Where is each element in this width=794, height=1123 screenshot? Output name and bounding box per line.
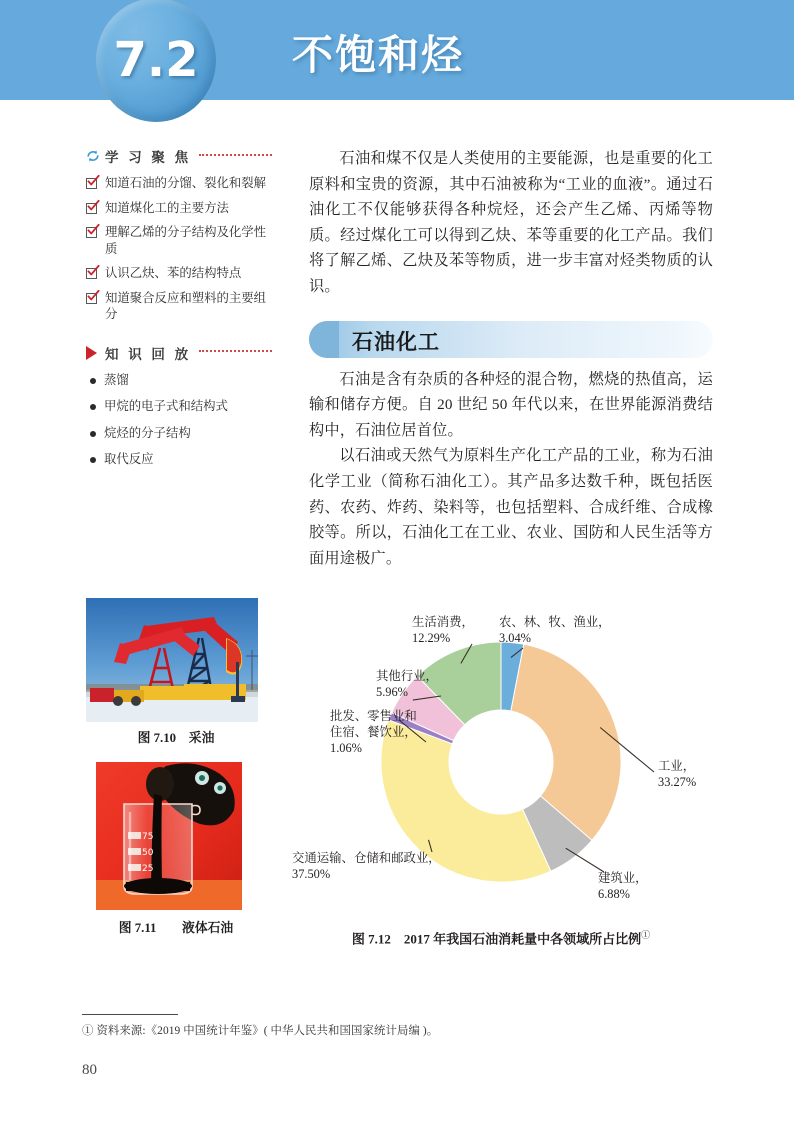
list-item-label: 理解乙烯的分子结构及化学性质 bbox=[105, 224, 267, 256]
chart-svg bbox=[286, 604, 716, 916]
bullet-icon bbox=[90, 457, 96, 463]
knowledge-review-list bbox=[86, 372, 272, 468]
dotted-rule bbox=[199, 154, 272, 156]
knowledge-review-label: 知 识 回 放 bbox=[105, 346, 191, 363]
list-item bbox=[86, 372, 272, 389]
slice-label-industry bbox=[658, 759, 696, 789]
triangle-right-icon bbox=[86, 346, 98, 360]
bullet-icon bbox=[90, 431, 96, 437]
main-content bbox=[309, 146, 713, 571]
list-item-label: 认识乙炔、苯的结构特点 bbox=[105, 265, 242, 280]
svg-text:25: 25 bbox=[142, 864, 154, 874]
slice-label-line1: 生活消费， bbox=[412, 615, 474, 629]
slice-label-transport bbox=[292, 850, 441, 881]
slice-label-line2: 5.96% bbox=[376, 685, 409, 699]
slice-label-line1: 其他行业， bbox=[376, 669, 438, 683]
list-item bbox=[86, 224, 272, 257]
list-item bbox=[86, 425, 272, 442]
section-heading-tab bbox=[309, 321, 339, 358]
slice-label-line1: 工业， bbox=[658, 759, 696, 773]
slice-label-line2: 12.29% bbox=[412, 631, 451, 645]
knowledge-review-header bbox=[86, 343, 272, 363]
footnote-rule bbox=[82, 1014, 178, 1015]
svg-text:75: 75 bbox=[142, 832, 154, 842]
slice-label-line2: 6.88% bbox=[598, 887, 631, 901]
learning-focus-list bbox=[86, 175, 272, 323]
list-item bbox=[86, 451, 272, 468]
slice-label-line1: 批发、零售业和 bbox=[330, 709, 417, 723]
intro-paragraph: 石油和煤不仅是人类使用的主要能源，也是重要的化工原料和宝贵的资源，其中石油被称为“工业的血液”。通过石油化工不仅能够获得各种烷烃，还会产生乙烯、丙烯等物质。经过煤化工可以得到乙炔、苯等重要的化工产品。我们将了解乙烯、乙炔及苯等物质，进一步丰富对烃类物质的认识。 bbox=[309, 150, 713, 295]
page-number: 80 bbox=[82, 1062, 97, 1078]
slice-label-line3: 1.06% bbox=[330, 741, 363, 755]
oil-consumption-donut-chart bbox=[286, 604, 716, 916]
list-item-label: 甲烷的电子式和结构式 bbox=[104, 398, 228, 413]
list-item-label: 蒸馏 bbox=[104, 371, 129, 387]
checkbox-checked-icon bbox=[86, 267, 99, 280]
figure-image-oil-pump bbox=[86, 598, 258, 722]
sidebar bbox=[86, 146, 272, 478]
bullet-icon bbox=[90, 378, 96, 384]
slice-label-line2: 37.50% bbox=[292, 867, 331, 881]
section-heading-label: 石油化工 bbox=[352, 329, 440, 354]
figure-caption-710: 图 7.10 采油 bbox=[137, 731, 215, 745]
list-item bbox=[86, 398, 272, 415]
slice-label-agriculture bbox=[499, 614, 611, 645]
list-item bbox=[86, 265, 272, 282]
slice-label-line2: 33.27% bbox=[658, 775, 697, 789]
learning-focus-label: 学 习 聚 焦 bbox=[105, 150, 191, 166]
dotted-rule bbox=[199, 350, 272, 352]
footnote-text: ① 资料来源:《2019 中国统计年鉴》( 中华人民共和国国家统计局编 )。 bbox=[82, 1025, 439, 1037]
section-heading bbox=[309, 321, 713, 358]
learning-focus-header bbox=[86, 146, 272, 166]
svg-text:50: 50 bbox=[142, 848, 154, 858]
list-item bbox=[86, 200, 272, 217]
list-item-label: 烷烃的分子结构 bbox=[104, 424, 191, 440]
slice-label-line2: 住宿、餐饮业， bbox=[330, 725, 417, 739]
cycle-icon bbox=[86, 149, 100, 163]
slice-label-construction bbox=[598, 870, 648, 901]
slice-label-line1: 建筑业， bbox=[598, 871, 648, 885]
checkbox-checked-icon bbox=[86, 292, 99, 305]
checkbox-checked-icon bbox=[86, 226, 99, 239]
figure-caption-711: 图 7.11 液体石油 bbox=[118, 921, 234, 935]
list-item-label: 取代反应 bbox=[104, 451, 154, 466]
knowledge-review-section bbox=[86, 343, 272, 468]
section-number: 7.2 bbox=[113, 32, 199, 88]
figure-caption-712 bbox=[286, 928, 716, 947]
list-item bbox=[86, 175, 272, 192]
figure-caption-text: 图 7.12 2017 年我国石油消耗量中各领域所占比例 bbox=[351, 931, 642, 947]
figure-image-crude-oil bbox=[96, 762, 242, 910]
checkbox-checked-icon bbox=[86, 177, 99, 190]
list-item-label: 知道聚合反应和塑料的主要组分 bbox=[105, 289, 267, 321]
list-item-label: 知道煤化工的主要方法 bbox=[105, 199, 229, 215]
checkbox-checked-icon bbox=[86, 202, 99, 215]
paragraph-2: 以石油或天然气为原料生产化工产品的工业，称为石油化学工业（简称石油化工）。其产品多达数千种，既包括医药、农药、炸药、染料等，也包括塑料、合成纤维、合成橡胶等。所以，石油化工在工业、农业、国防和人民生活等方面用途极广。 bbox=[309, 447, 713, 567]
list-item bbox=[86, 290, 272, 323]
slice-label-line1: 农、林、牧、渔业， bbox=[499, 615, 611, 629]
list-item-label: 知道石油的分馏、裂化和裂解 bbox=[105, 175, 267, 190]
footnote-marker: ① bbox=[641, 930, 651, 940]
page-title: 不饱和烃 bbox=[292, 31, 464, 79]
leader-line bbox=[566, 848, 604, 872]
slice-label-household bbox=[412, 614, 474, 645]
paragraph-1: 石油是含有杂质的各种烃的混合物，燃烧的热值高，运输和储存方便。自 20 世纪 50 年代以来，在世界能源消费结构中，石油位居首位。 bbox=[309, 370, 713, 439]
slice-label-line2: 3.04% bbox=[499, 631, 532, 645]
slice-label-line1: 交通运输、仓储和邮政业， bbox=[292, 851, 441, 865]
bullet-icon bbox=[90, 404, 96, 410]
